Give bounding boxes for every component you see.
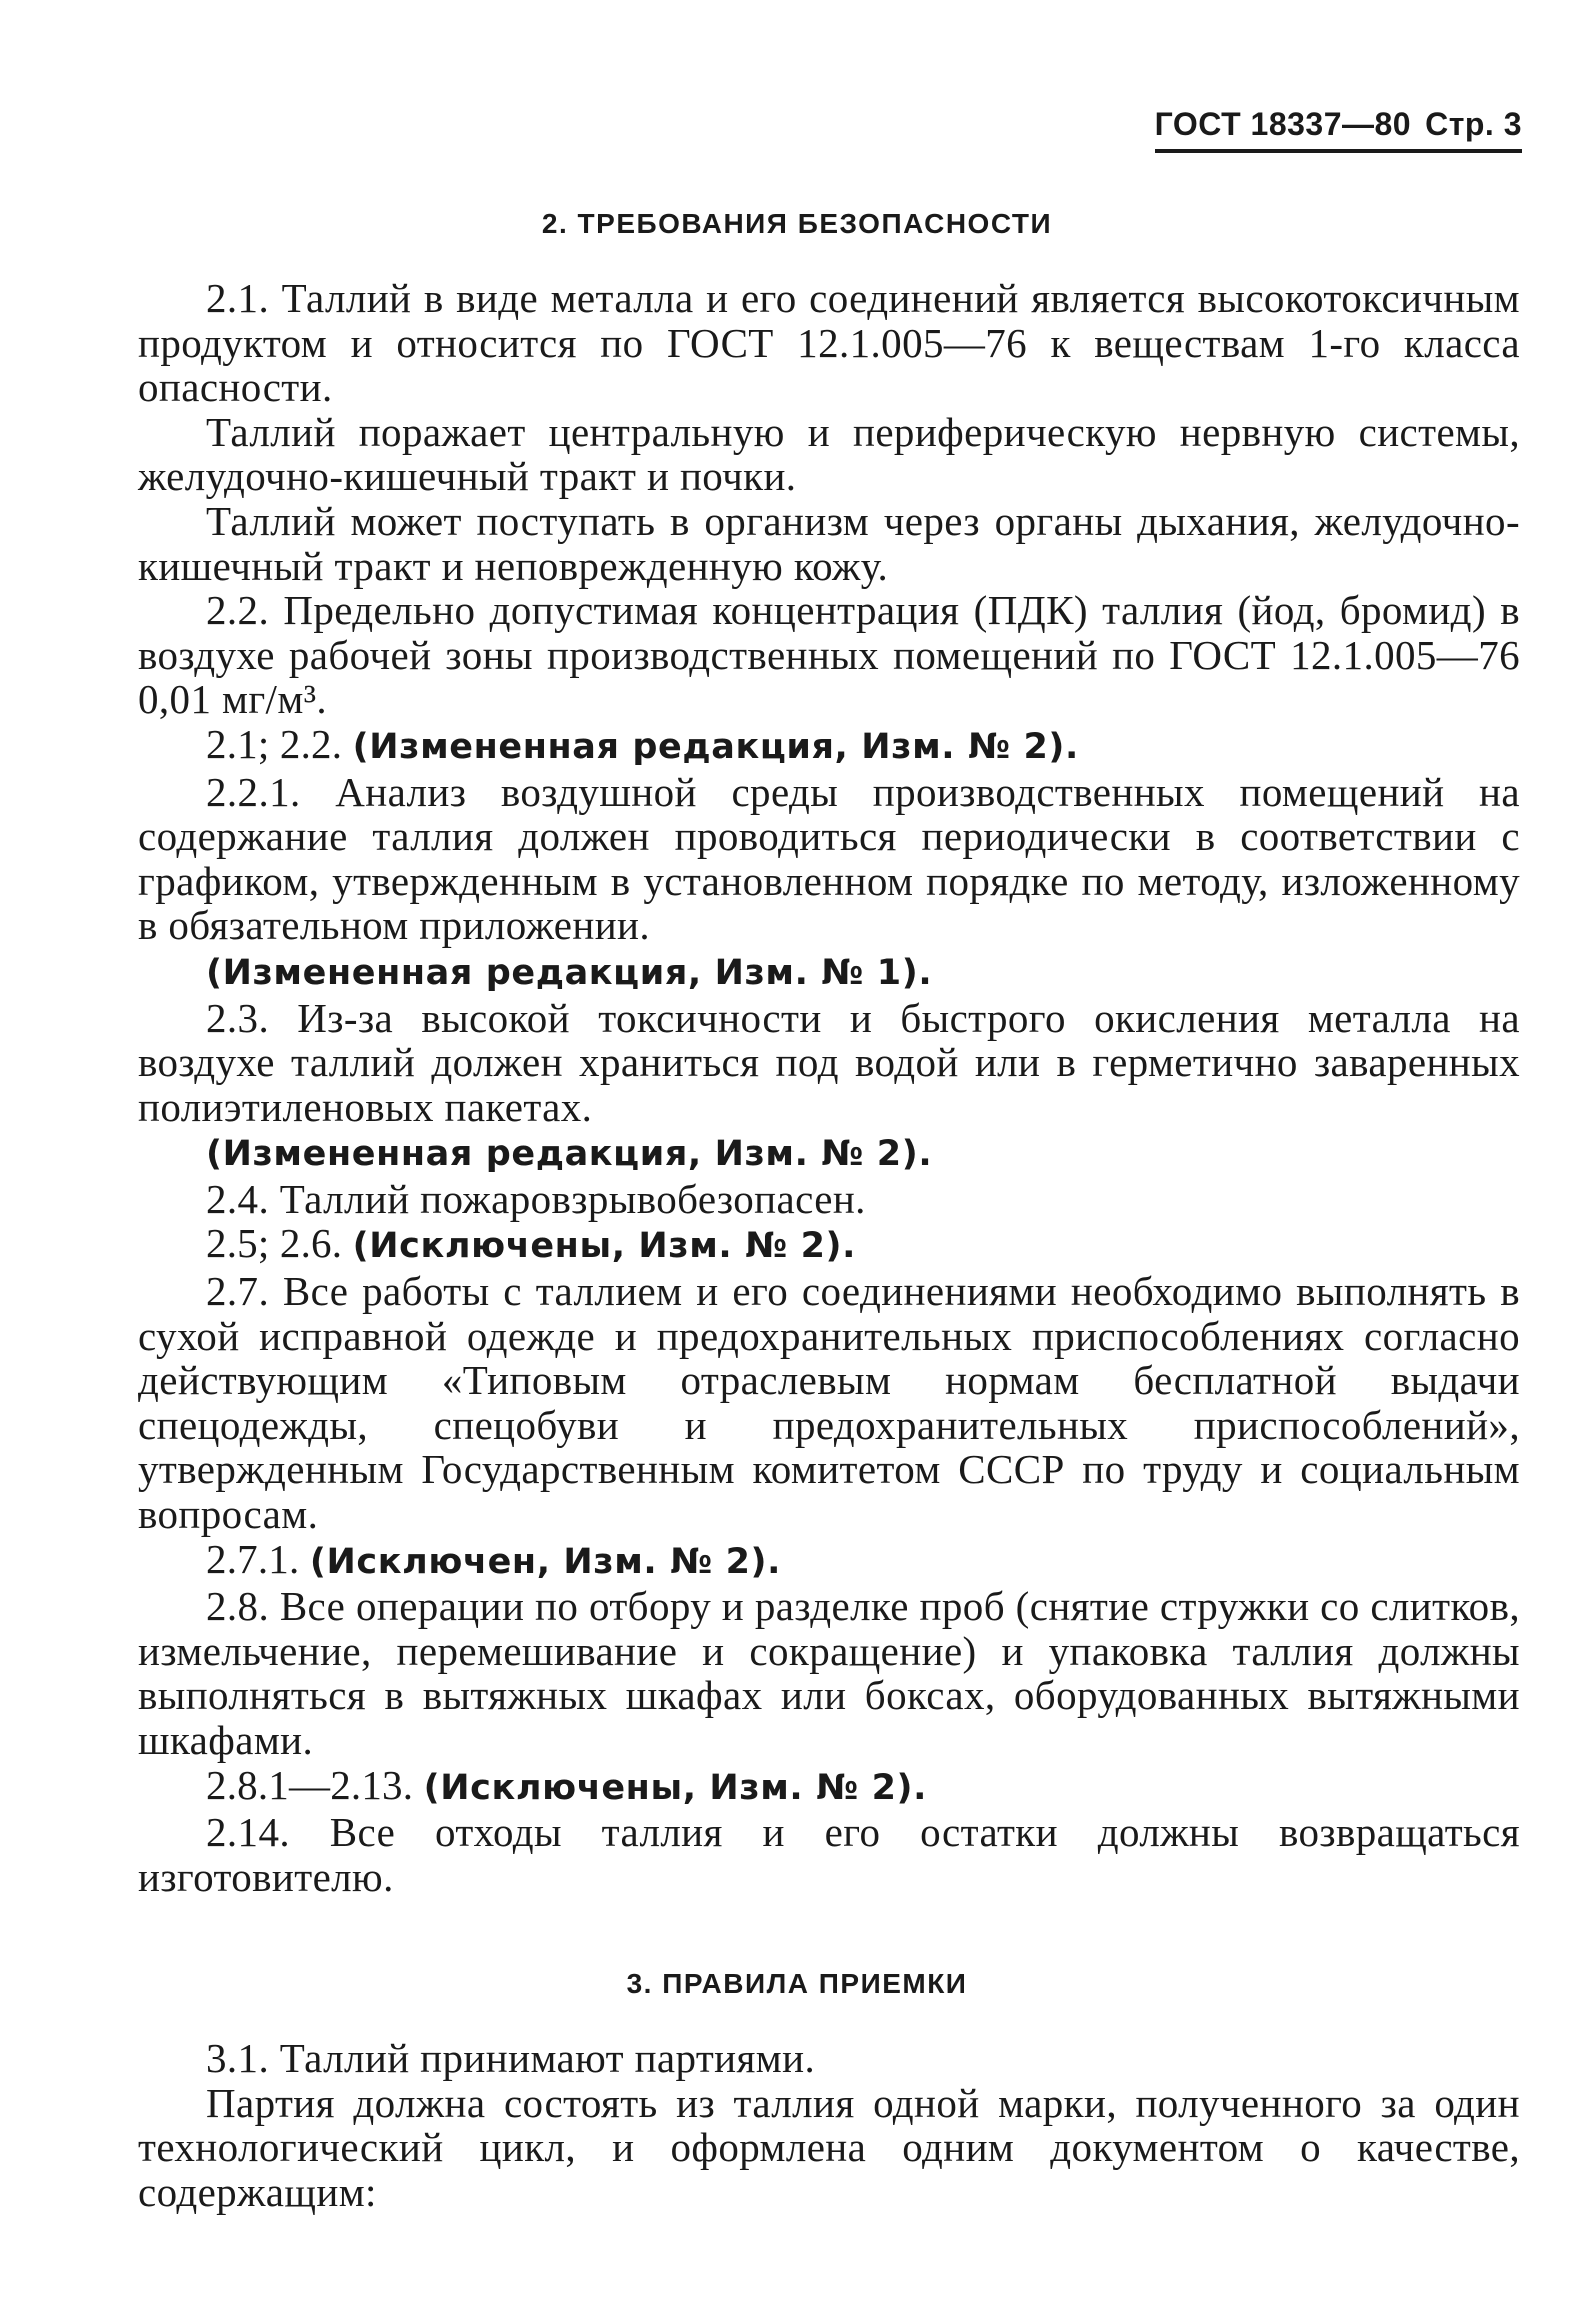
paragraph-2-2-1 (138, 770, 1520, 948)
amendment-label: (Измененная редакция, Изм. № 2). (352, 726, 1079, 767)
paragraph-text: 2.4. Таллий пожаровзрывобезопасен. (206, 1175, 866, 1222)
amendment-label: (Исключены, Изм. № 2). (423, 1767, 928, 1808)
standard-number: ГОСТ 18337—80 (1154, 106, 1412, 142)
paragraph-text: 2.7.1. (206, 1535, 310, 1582)
paragraph-2-4 (138, 1177, 1520, 1222)
amendment-note-2-5-2-6 (138, 1221, 1520, 1269)
paragraph-text: 2.1. Таллий в виде металла и его соединений является высокотоксичным продуктом и относится по ГОСТ 12.1.005—76 к веществам 1-го класса опасности. (138, 275, 1520, 411)
amendment-note-2-1-2-2 (138, 722, 1520, 770)
paragraph-2-8 (138, 1584, 1520, 1762)
paragraph-text: 2.8.1—2.13. (206, 1761, 424, 1808)
amendment-note-2-2-1 (138, 948, 1520, 996)
paragraph-text: 2.2.1. Анализ воздушной среды производственных помещений на содержание таллия должен проводиться периодически в соответствии с графиком, утвержденным в установленном порядке по методу, изложенному в обязательном приложении. (138, 768, 1520, 949)
paragraph-text: Таллий может поступать в организм через органы дыхания, желудочно-кишечный тракт и неповрежденную кожу. (138, 497, 1520, 589)
amendment-label: (Измененная редакция, Изм. № 1). (206, 952, 933, 993)
section-3-body (138, 2036, 1520, 2214)
section-3-title: 3. ПРАВИЛА ПРИЕМКИ (626, 1968, 968, 1999)
paragraph-text: 2.2. Предельно допустимая концентрация (ПДК) таллия (йод, бромид) в воздухе рабочей зоны производственных помещений по ГОСТ 12.1.005—76 0,01 мг/м³. (138, 587, 1520, 723)
amendment-note-2-7-1 (138, 1537, 1520, 1585)
paragraph-2-14 (138, 1810, 1520, 1899)
paragraph-text: Таллий поражает центральную и периферическую нервную системы, желудочно-кишечный тракт и почки. (138, 408, 1520, 500)
paragraph-text: 2.1; 2.2. (206, 720, 353, 767)
page-header (1155, 106, 1522, 153)
paragraph-3-1 (138, 2036, 1520, 2081)
paragraph-text: 3.1. Таллий принимают партиями. (206, 2035, 816, 2081)
paragraph-text: 2.7. Все работы с таллием и его соединениями необходимо выполнять в сухой исправной одежде и предохранительных приспособлениях согласно действующим «Типовым отраслевым нормам бесплатной выдачи спецодежды, спецобуви и предохранительных приспособлений», утвержденным Государственным комитетом СССР по труду и социальным вопросам. (138, 1268, 1520, 1538)
page-number: Стр. 3 (1425, 106, 1522, 142)
section-2-body (138, 276, 1520, 1899)
paragraph-text: Партия должна состоять из таллия одной марки, полученного за один технологический цикл, и оформлена одним документом о качестве, содержащим: (138, 2079, 1520, 2215)
paragraph-2-2 (138, 588, 1520, 722)
paragraph-2-1 (138, 276, 1520, 410)
paragraph-2-1-effects (138, 410, 1520, 499)
amendment-note-2-8-1-2-13 (138, 1763, 1520, 1811)
paragraph-text: 2.8. Все операции по отбору и разделке проб (снятие стружки со слитков, измельчение, перемешивание и сокращение) и упаковка таллия должны выполняться в вытяжных шкафах или боксах, оборудованных вытяжными шкафами. (138, 1583, 1520, 1763)
amendment-label: (Исключен, Изм. № 2). (309, 1541, 782, 1582)
amendment-label: (Исключены, Изм. № 2). (352, 1226, 857, 1267)
paragraph-3-1-batch (138, 2081, 1520, 2215)
section-2-title: 2. ТРЕБОВАНИЯ БЕЗОПАСНОСТИ (541, 208, 1053, 239)
paragraph-text: 2.3. Из-за высокой токсичности и быстрого окисления металла на воздухе таллий должен храниться под водой или в герметично заваренных полиэтиленовых пакетах. (138, 994, 1520, 1130)
amendment-note-2-3 (138, 1129, 1520, 1177)
amendment-label: (Измененная редакция, Изм. № 2). (206, 1134, 933, 1175)
paragraph-2-1-exposure (138, 499, 1520, 588)
paragraph-text: 2.14. Все отходы таллия и его остатки должны возвращаться изготовителю. (138, 1809, 1520, 1900)
paragraph-text: 2.5; 2.6. (206, 1220, 353, 1267)
paragraph-2-3 (138, 996, 1520, 1130)
paragraph-2-7 (138, 1269, 1520, 1537)
